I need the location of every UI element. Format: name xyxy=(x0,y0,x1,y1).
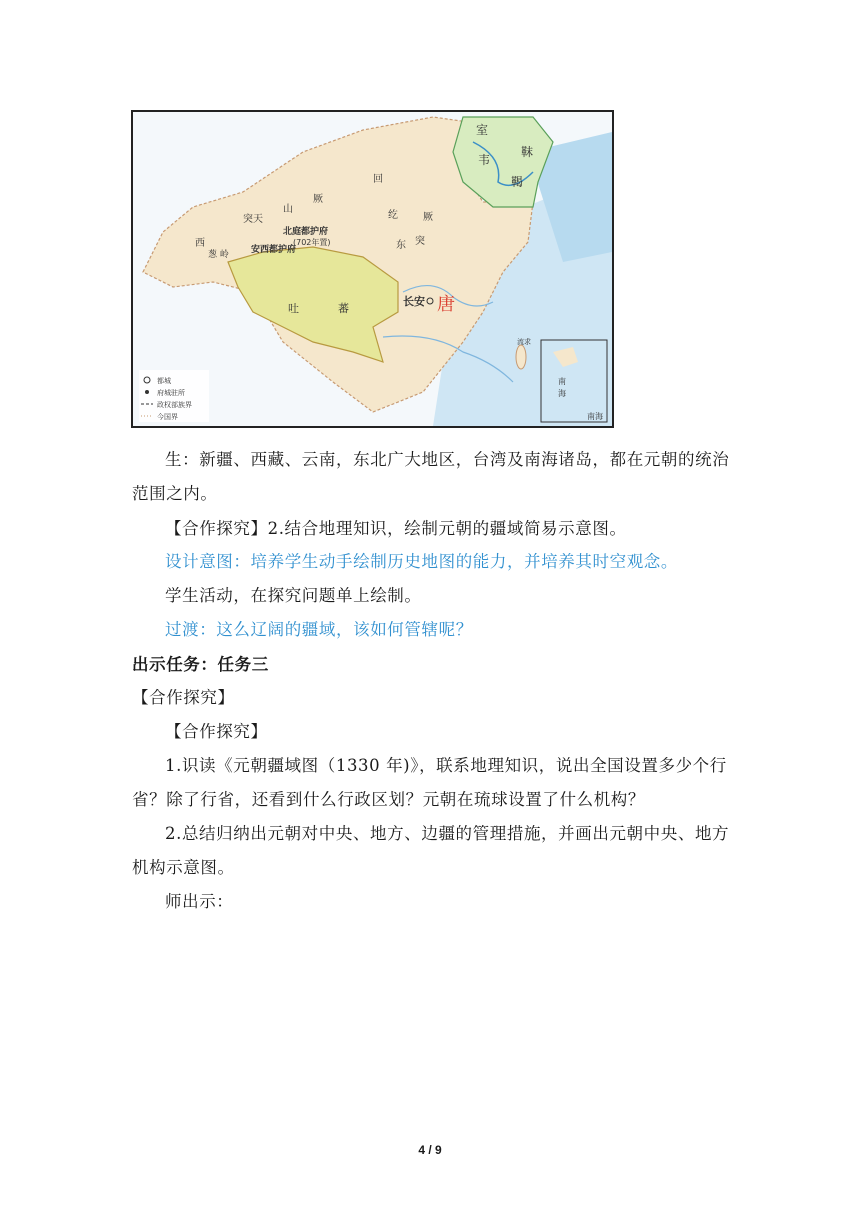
label-mohe: 靺 xyxy=(521,145,534,159)
label-changan: 长安 xyxy=(403,295,425,308)
label-liuqiu: 流求 xyxy=(517,338,531,346)
label-congling: 葱 岭 xyxy=(208,250,229,260)
label-ge: 纥 xyxy=(388,210,398,221)
label-dong: 东 xyxy=(396,240,406,251)
label-nan: 南 xyxy=(558,377,566,386)
cooperative-inquiry-2: 【合作探究】2.结合地理知识，绘制元朝的疆域简易示意图。 xyxy=(165,519,627,538)
task-heading: 出示任务：任务三 xyxy=(132,655,269,674)
label-tu: 突 xyxy=(415,236,425,247)
label-nanhai-inset: 南海 xyxy=(587,412,603,421)
legend-fucheng-icon xyxy=(145,390,149,394)
label-beiting: 北庭都护府 xyxy=(283,227,329,237)
student-answer-line1: 生：新疆、西藏、云南，东北广大地区，台湾及南海诸岛，都在元朝的统治 xyxy=(165,450,730,469)
cooperative-inquiry-label: 【合作探究】 xyxy=(165,722,268,741)
legend-capital-label: 都城 xyxy=(157,377,171,385)
legend-fucheng-label: 府城驻所 xyxy=(157,389,185,397)
label-hai: 海 xyxy=(558,389,566,398)
question-2-line2: 机构示意图。 xyxy=(132,858,235,877)
label-tianshan-2: 山 xyxy=(283,204,293,215)
student-activity: 学生活动，在探究问题单上绘制。 xyxy=(165,586,422,605)
legend-border-label: 今国界 xyxy=(157,413,178,421)
label-huihe: 回 xyxy=(373,174,383,185)
label-anxi: 安西都护府 xyxy=(251,245,297,255)
map-svg xyxy=(133,112,612,426)
label-shiwei: 室 xyxy=(476,123,489,137)
question-1-line2: 省？除了行省，还看到什么行政区划？元朝在琉球设置了什么机构？ xyxy=(132,790,645,809)
label-mohe-2: 鞨 xyxy=(511,175,524,189)
legend-boundary-label: 政权部族界 xyxy=(157,401,192,409)
label-tianshan-3: 厥 xyxy=(313,194,323,205)
transition: 过渡：这么辽阔的疆域，该如何管辖呢？ xyxy=(165,620,473,639)
section-heading: 【合作探究】 xyxy=(132,688,235,707)
teacher-shows: 师出示： xyxy=(165,892,234,911)
student-answer-line2: 范围之内。 xyxy=(132,484,218,503)
label-shiwei-2: 韦 xyxy=(478,153,491,167)
label-xi: 西 xyxy=(195,238,205,249)
label-beiting-year: (702年置) xyxy=(293,238,331,247)
question-2-line1: 2.总结归纳出元朝对中央、地方、边疆的管理措施，并画出元朝中央、地方 xyxy=(165,824,730,843)
label-tu-bo-2: 蕃 xyxy=(338,302,349,315)
label-tu-bo-1: 吐 xyxy=(288,302,299,315)
page-number: 4 / 9 xyxy=(418,1143,442,1157)
design-intent: 设计意图：培养学生动手绘制历史地图的能力，并培养其时空观念。 xyxy=(165,552,678,571)
tang-territory-map xyxy=(131,110,614,428)
label-tianshan-1: 突天 xyxy=(243,214,263,225)
label-jue: 厥 xyxy=(423,212,433,223)
question-1-line1: 1.识读《元朝疆域图（1330 年)》，联系地理知识，说出全国设置多少个行 xyxy=(165,756,727,775)
label-tang: 唐 xyxy=(437,294,455,315)
